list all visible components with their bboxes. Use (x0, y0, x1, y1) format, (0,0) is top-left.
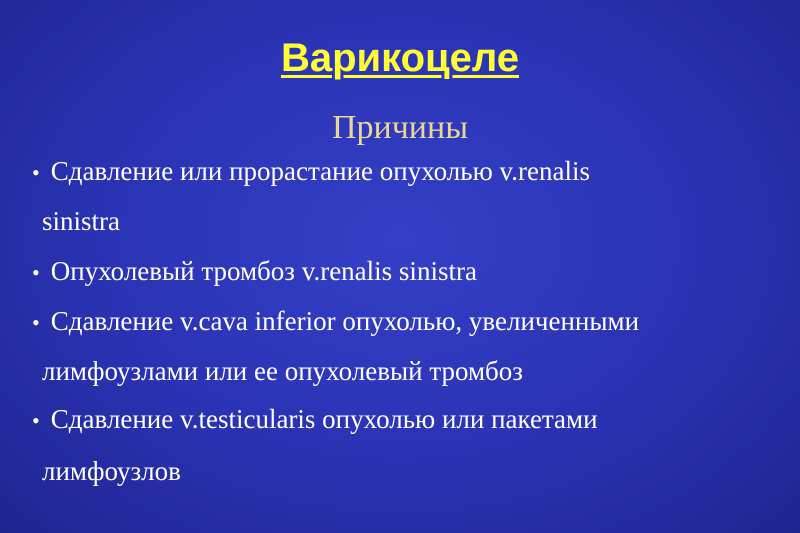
list-item (32, 255, 477, 289)
list-item-text: Сдавление или прорастание опухолью v.renalis (50, 156, 590, 186)
bullet-icon: • (32, 160, 40, 185)
list-item (32, 305, 639, 339)
list-item-continuation: лимфоузлами или ее опухолевый тромбоз (42, 356, 523, 386)
list-item-continuation: sinistra (42, 206, 120, 236)
list-item (32, 403, 598, 437)
list-item (32, 155, 590, 189)
slide-subtitle: Причины (331, 109, 469, 146)
slide-title: Варикоцеле (280, 36, 520, 80)
bullet-icon: • (32, 310, 40, 335)
bullet-icon: • (32, 408, 40, 433)
bullet-icon: • (32, 260, 40, 285)
list-item-text: Сдавление v.testicularis опухолью или пакетами (50, 404, 598, 434)
list-item-text: Сдавление v.cava inferior опухолью, увеличенными (50, 306, 640, 336)
list-item-text: Опухолевый тромбоз v.renalis sinistra (50, 256, 477, 286)
list-item-continuation: лимфоузлов (42, 456, 181, 486)
